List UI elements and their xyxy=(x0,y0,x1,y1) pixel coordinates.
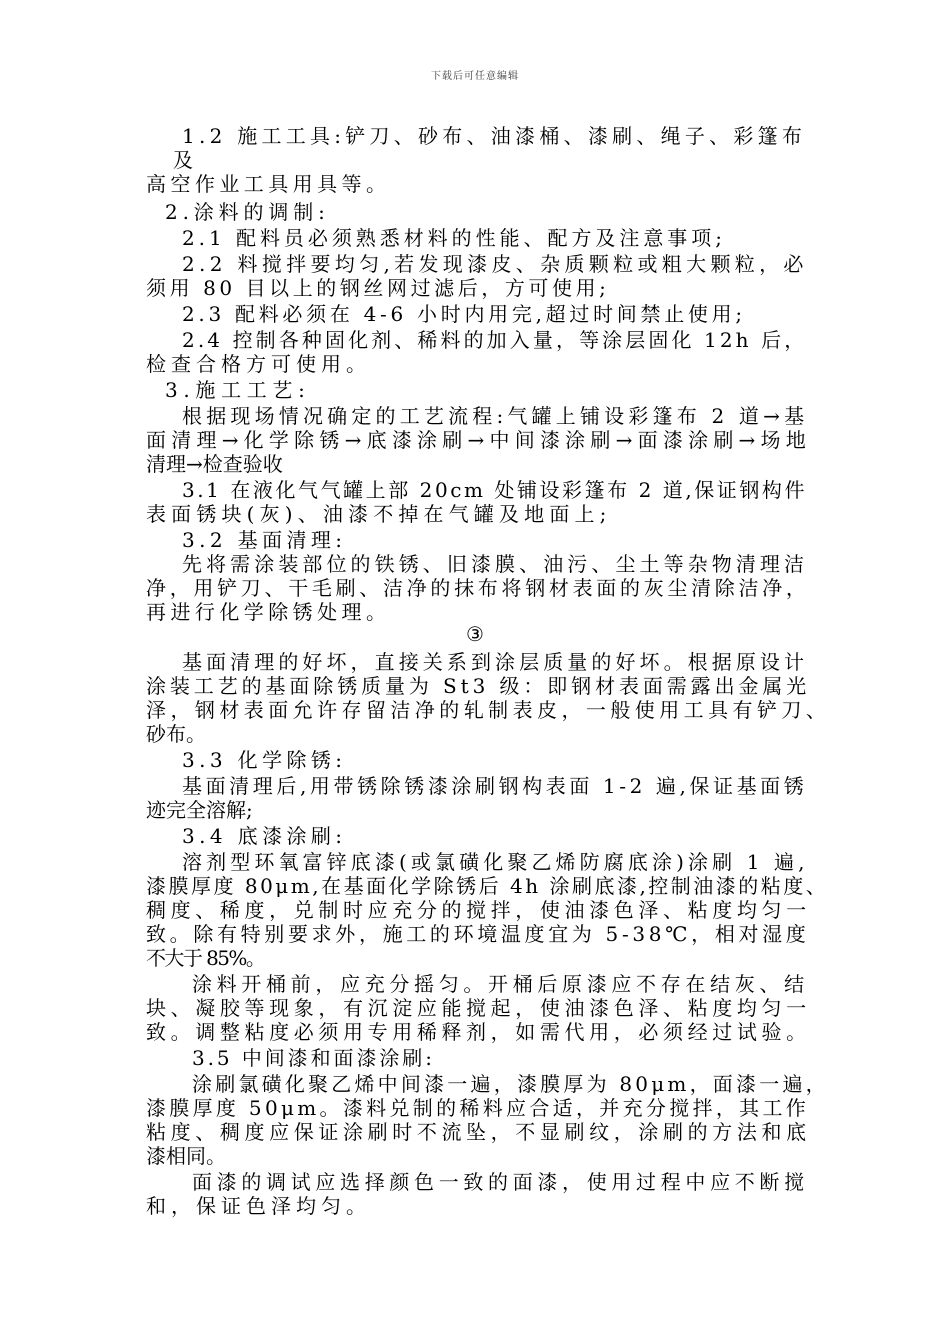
text-line: 2.4 控制各种固化剂、稀料的加入量，等涂层固化 12h 后， xyxy=(182,328,808,352)
text-line: 高空作业工具用具等。 xyxy=(146,172,391,196)
section-heading: 3.3 化学除锈: xyxy=(182,748,347,772)
text-line: 检查合格方可使用。 xyxy=(146,352,371,376)
page-header: 下载后可任意编辑 xyxy=(431,71,519,82)
text-line: 粘度、稠度应保证涂刷时不流坠，不显刷纹，涂刷的方法和底 xyxy=(146,1120,811,1144)
text-line: 基面清理后,用带锈除锈漆涂刷钢构表面 1-2 遍,保证基面锈 xyxy=(182,774,808,798)
text-line: 面清理→化学除锈→底漆涂刷→中间漆涂刷→面漆涂刷→场地 xyxy=(146,428,811,452)
text-line: 砂布。 xyxy=(146,722,206,746)
section-heading: 3.施工工艺: xyxy=(165,378,311,402)
section-heading: 3.2 基面清理: xyxy=(182,528,347,552)
text-line: 3.1 在液化气气罐上部 20cm 处铺设彩篷布 2 道,保证钢构件 xyxy=(182,478,807,502)
section-heading: 3.5 中间漆和面漆涂刷: xyxy=(192,1046,435,1070)
text-line: 泽，钢材表面允许存留洁净的轧制表皮，一般使用工具有铲刀、 xyxy=(146,698,831,722)
section-heading: 2.涂料的调制: xyxy=(165,200,330,224)
section-heading: 3.4 底漆涂刷: xyxy=(182,824,347,848)
text-line: 面漆的调试应选择颜色一致的面漆，使用过程中应不断搅 xyxy=(192,1170,809,1194)
text-line: 漆膜厚度 50μm。漆料兑制的稀料应合适，并充分搅拌，其工作 xyxy=(146,1096,810,1120)
text-line: 2.2 料搅拌要均匀,若发现漆皮、杂质颗粒或粗大颗粒，必 xyxy=(182,252,808,276)
text-line: 1.2 施工工具:铲刀、砂布、油漆桶、漆刷、绳子、彩篷布 xyxy=(182,124,807,148)
text-line: 基面清理的好坏，直接关系到涂层质量的好坏。根据原设计 xyxy=(182,650,809,674)
text-line: 涂料开桶前，应充分摇匀。开桶后原漆应不存在结灰、结 xyxy=(192,972,809,996)
text-line: 致。调整粘度必须用专用稀释剂，如需代用，必须经过试验。 xyxy=(146,1020,811,1044)
text-line: 和，保证色泽均匀。 xyxy=(146,1194,371,1218)
text-line: 须用 80 目以上的钢丝网过滤后，方可使用; xyxy=(146,276,610,300)
text-line: 2.3 配料必须在 4-6 小时内用完,超过时间禁止使用; xyxy=(182,302,746,326)
text-line: 表面锈块(灰)、油漆不掉在气罐及地面上; xyxy=(146,502,612,526)
text-line: 根据现场情况确定的工艺流程:气罐上铺设彩篷布 2 道→基 xyxy=(182,404,809,428)
text-line: 致。除有特别要求外，施工的环境温度宜为 5-38℃，相对湿度 xyxy=(146,922,810,946)
text-line: 溶剂型环氧富锌底漆(或氯磺化聚乙烯防腐底涂)涂刷 1 遍, xyxy=(182,850,809,874)
text-line: 先将需涂装部位的铁锈、旧漆膜、油污、尘土等杂物清理洁 xyxy=(182,552,809,576)
text-line: 及 xyxy=(173,148,193,172)
text-line: 再进行化学除锈处理。 xyxy=(146,600,391,624)
text-line: 迹完全溶解; xyxy=(146,798,253,822)
text-line: 2.1 配料员必须熟悉材料的性能、配方及注意事项; xyxy=(182,226,726,250)
text-line: 漆相同。 xyxy=(146,1144,226,1168)
text-line: 净，用铲刀、干毛刷、洁净的抹布将钢材表面的灰尘清除洁净， xyxy=(146,576,810,600)
text-line: 不大于 85%。 xyxy=(146,946,265,970)
text-line: 涂刷氯磺化聚乙烯中间漆一遍，漆膜厚为 80μm，面漆一遍， xyxy=(192,1072,829,1096)
page-number-marker: ③ xyxy=(466,622,484,646)
text-line: 漆膜厚度 80μm,在基面化学除锈后 4h 涂刷底漆,控制油漆的粘度、 xyxy=(146,874,829,898)
text-line: 块、凝胶等现象，有沉淀应能搅起，使油漆色泽、粘度均匀一 xyxy=(146,996,811,1020)
text-line: 稠度、稀度，兑制时应充分的搅拌，使油漆色泽、粘度均匀一 xyxy=(146,898,811,922)
text-line: 涂装工艺的基面除锈质量为 St3 级：即钢材表面需露出金属光 xyxy=(146,674,811,698)
text-line: 清理→检查验收 xyxy=(146,452,283,476)
